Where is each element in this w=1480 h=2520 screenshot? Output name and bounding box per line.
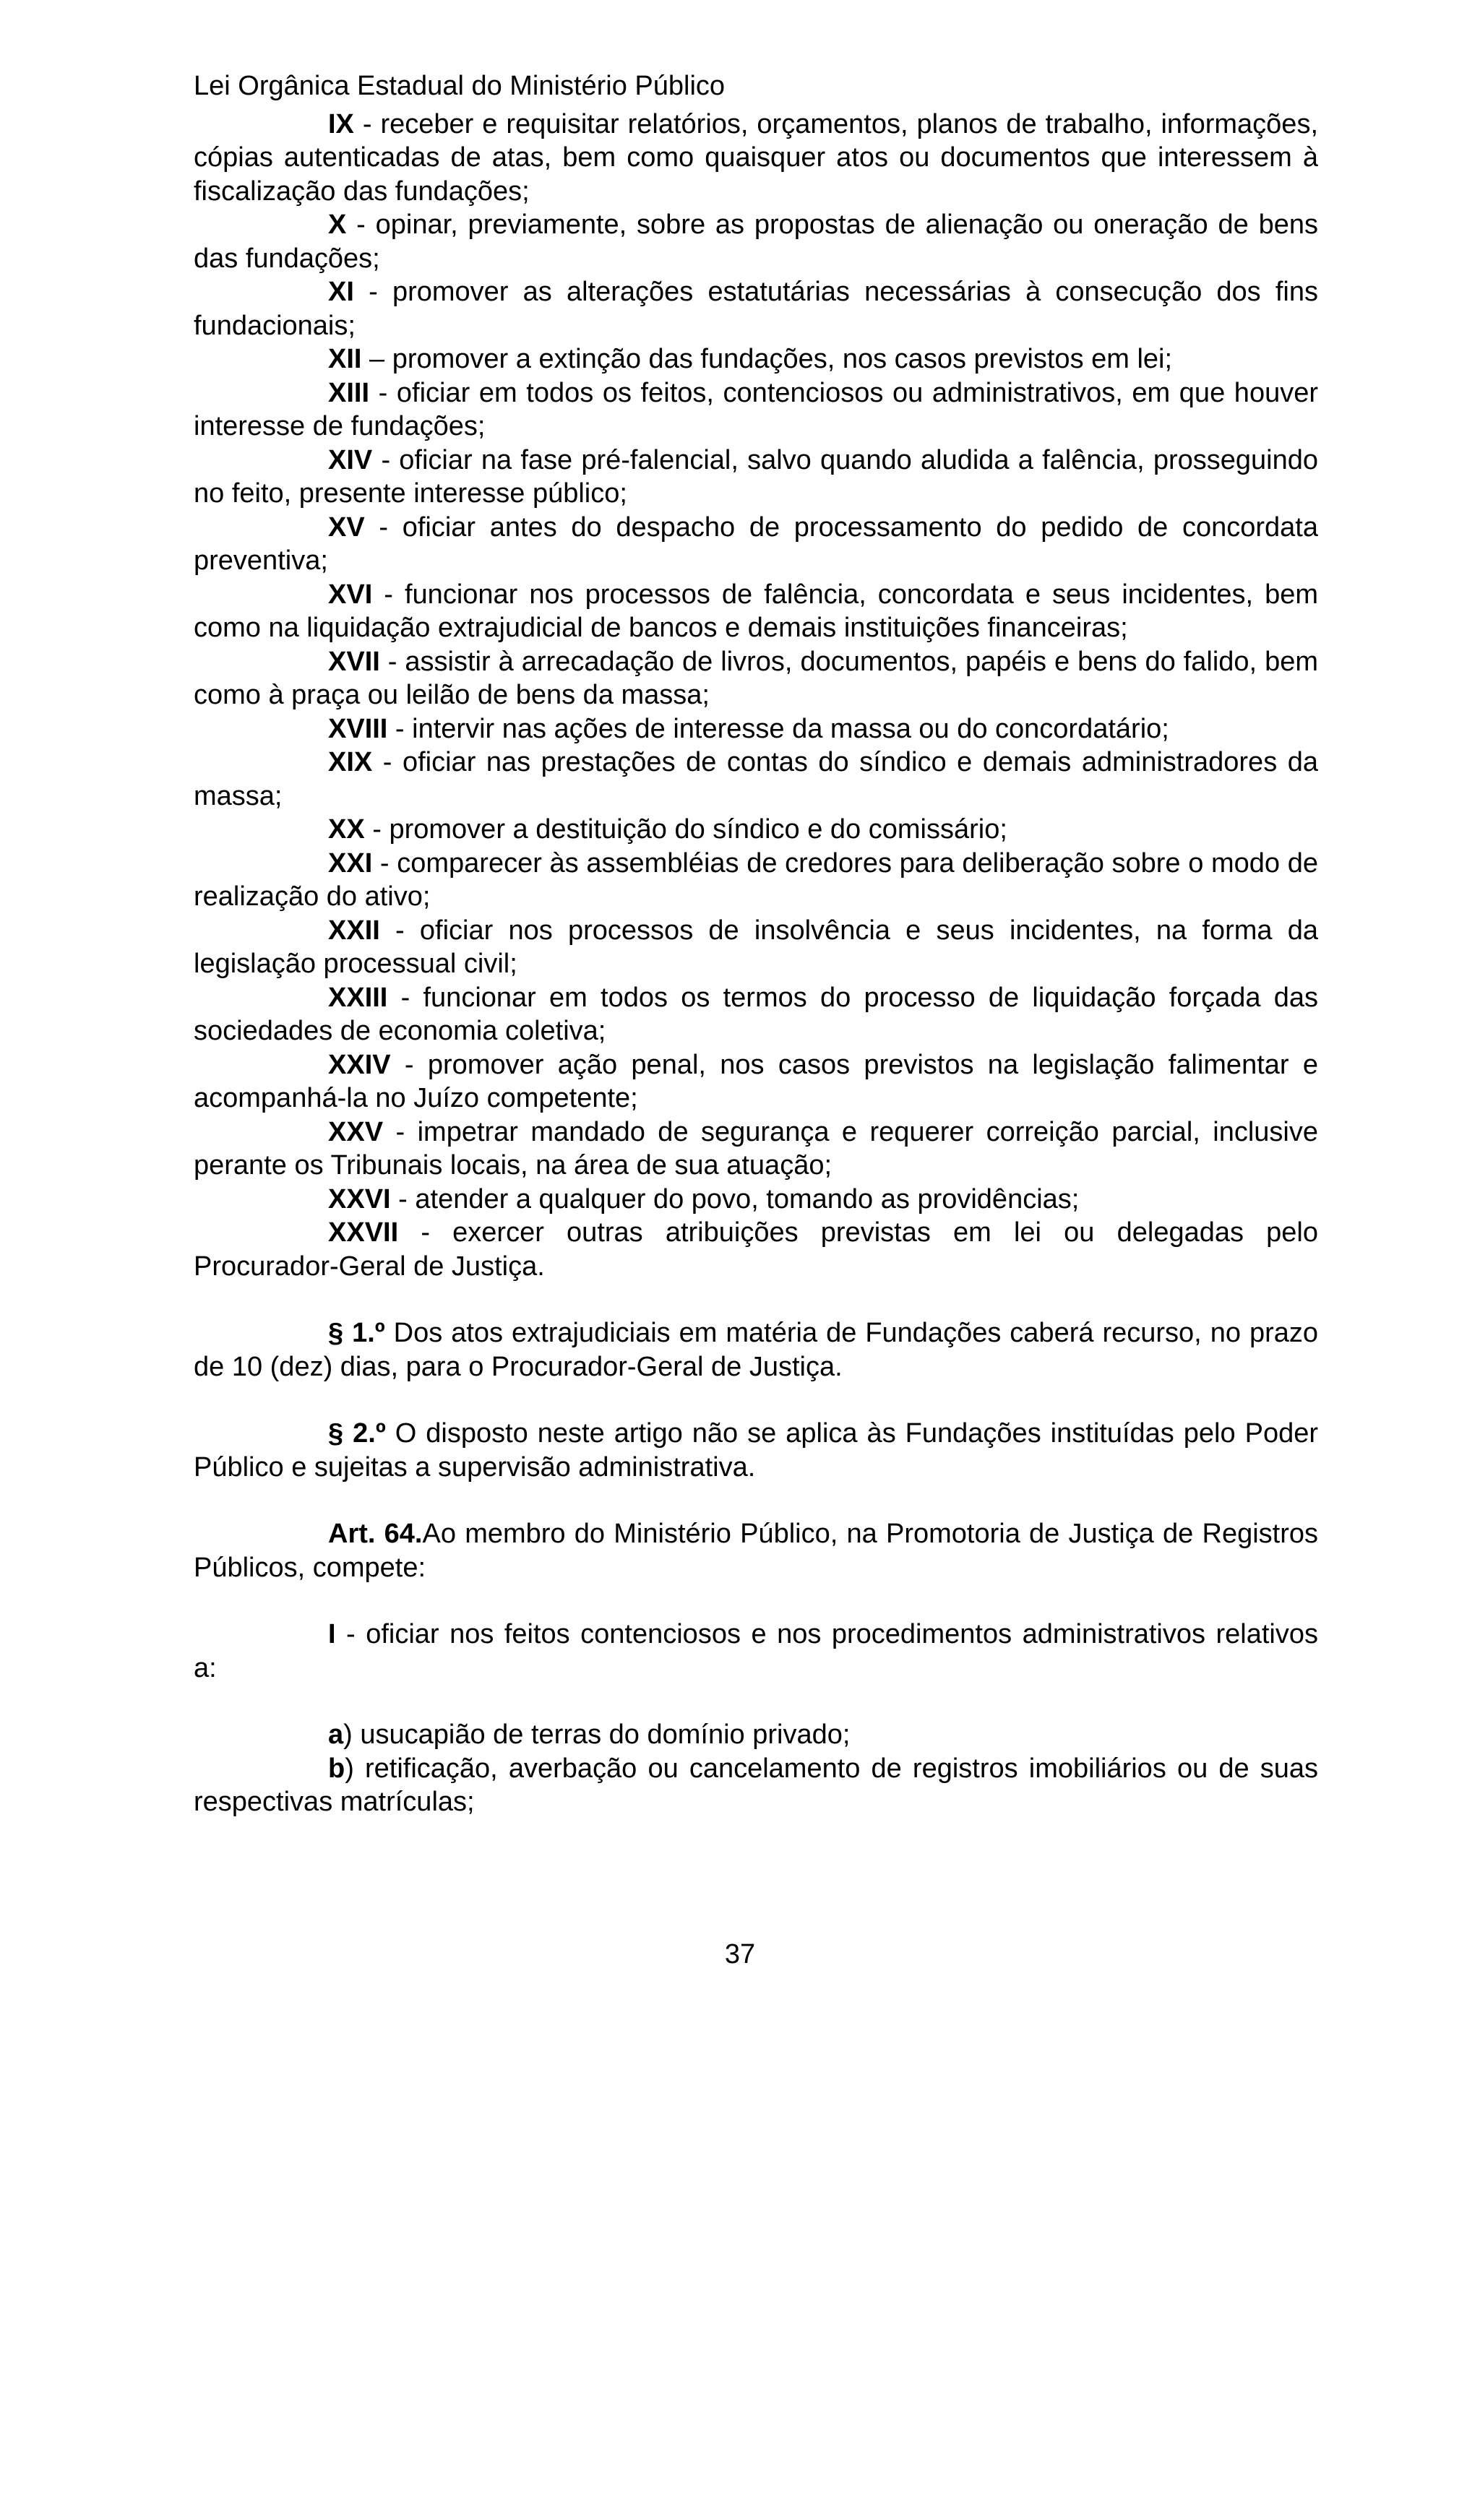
item-xi xyxy=(194,275,1318,342)
item-text: – promover a extinção das fundações, nos casos previstos em lei; xyxy=(361,344,1173,374)
item-xii xyxy=(194,342,1318,376)
item-xxii xyxy=(194,914,1318,981)
paragraph-text: O disposto neste artigo não se aplica às Fundações instituídas pelo Poder Público e sujeitas a supervisão administrativa. xyxy=(194,1418,1319,1483)
subitem-text: ) retificação, averbação ou cancelamento de registros imobiliários ou de suas respectivas matrículas; xyxy=(194,1753,1318,1817)
article-text: Ao membro do Ministério Público, na Promotoria de Justiça de Registros Públicos, compete: xyxy=(194,1519,1319,1583)
subitem-label: b xyxy=(328,1753,345,1784)
item-label: XXV xyxy=(328,1116,384,1147)
item-i xyxy=(194,1618,1318,1685)
item-xiv xyxy=(194,444,1318,511)
item-xx xyxy=(194,813,1318,847)
subitem-text: ) usucapião de terras do domínio privado; xyxy=(343,1719,851,1750)
item-xxvi xyxy=(194,1183,1318,1217)
item-xiii xyxy=(194,376,1318,444)
item-label: XXIV xyxy=(328,1049,391,1080)
item-label: XVII xyxy=(328,646,380,677)
item-xxv xyxy=(194,1116,1318,1183)
item-xxiii xyxy=(194,981,1318,1048)
item-label: XVI xyxy=(328,579,373,610)
page-number: 37 xyxy=(724,1939,756,1969)
item-text: - oficiar na fase pré-falencial, salvo quando aludida a falência, prosseguindo no feito, presente interesse público; xyxy=(194,444,1318,509)
item-text: - oficiar nos feitos contenciosos e nos procedimentos administrativos relativos a: xyxy=(194,1619,1318,1683)
item-text: - oficiar em todos os feitos, contenciosos ou administrativos, em que houver interesse de fundações; xyxy=(194,377,1318,441)
subitem-label: a xyxy=(328,1719,344,1750)
paragraph-label: § 1.º xyxy=(328,1318,385,1348)
item-text: - oficiar nas prestações de contas do síndico e demais administradores da massa; xyxy=(194,747,1318,811)
item-xv xyxy=(194,511,1318,578)
item-label: I xyxy=(328,1619,336,1649)
item-text: - opinar, previamente, sobre as propostas de alienação ou oneração de bens das fundações; xyxy=(194,210,1318,274)
item-label: XIII xyxy=(328,377,370,408)
item-text: - impetrar mandado de segurança e requerer correição parcial, inclusive perante os Tribunais locais, na área de sua atuação; xyxy=(194,1116,1318,1181)
item-xxvii xyxy=(194,1216,1318,1283)
item-label: XX xyxy=(328,814,365,845)
item-xvii xyxy=(194,645,1318,712)
item-label: XIV xyxy=(328,444,373,475)
item-label: XXVII xyxy=(328,1217,399,1248)
item-xix xyxy=(194,746,1318,813)
item-label: XI xyxy=(328,277,354,307)
item-text: - assistir à arrecadação de livros, documentos, papéis e bens do falido, bem como à praça ou leilão de bens da massa; xyxy=(194,646,1318,710)
subitem-a xyxy=(194,1718,1318,1752)
document-page xyxy=(194,69,1318,1819)
paragraph-text: Dos atos extrajudiciais em matéria de Fundações caberá recurso, no prazo de 10 (dez) dias, para o Procurador-Geral de Justiça. xyxy=(194,1318,1319,1382)
item-ix xyxy=(194,108,1318,209)
item-text: - promover a destituição do síndico e do comissário; xyxy=(364,814,1007,845)
item-text: - funcionar em todos os termos do processo de liquidação forçada das sociedades de economia coletiva; xyxy=(194,982,1318,1046)
item-label: XII xyxy=(328,344,362,374)
paragraph-2 xyxy=(194,1417,1318,1484)
item-label: XXIII xyxy=(328,982,388,1013)
item-text: - funcionar nos processos de falência, concordata e seus incidentes, bem como na liquidação extrajudicial de bancos e demais instituições financeiras; xyxy=(194,579,1318,643)
running-header: Lei Orgânica Estadual do Ministério Público xyxy=(194,71,726,101)
paragraph-1 xyxy=(194,1316,1318,1384)
item-text: - oficiar antes do despacho de processamento do pedido de concordata preventiva; xyxy=(194,512,1318,576)
item-label: XXII xyxy=(328,915,380,946)
item-text: - intervir nas ações de interesse da massa ou do concordatário; xyxy=(387,713,1169,744)
paragraph-label: § 2.º xyxy=(328,1418,386,1449)
item-label: XVIII xyxy=(328,713,388,744)
item-label: X xyxy=(328,210,347,240)
item-xviii xyxy=(194,712,1318,746)
item-label: XIX xyxy=(328,747,373,777)
item-label: XXI xyxy=(328,847,373,879)
item-text: - receber e requisitar relatórios, orçamentos, planos de trabalho, informações, cópias autenticadas de atas, bem como quaisquer atos ou documentos que interessem à fiscalização das fundações; xyxy=(194,108,1318,207)
article-label: Art. 64. xyxy=(328,1519,423,1549)
item-label: XXVI xyxy=(328,1183,391,1214)
item-label: XV xyxy=(328,512,365,543)
item-x xyxy=(194,208,1318,275)
item-xvi xyxy=(194,578,1318,645)
item-text: - promover as alterações estatutárias necessárias à consecução dos fins fundacionais; xyxy=(194,277,1318,341)
item-label: IX xyxy=(328,108,354,139)
item-text: - atender a qualquer do povo, tomando as providências; xyxy=(390,1183,1080,1214)
item-text: - exercer outras atribuições previstas em lei ou delegadas pelo Procurador-Geral de Justiça. xyxy=(194,1217,1318,1282)
subitem-b xyxy=(194,1752,1318,1819)
article-64 xyxy=(194,1517,1318,1584)
item-text: - oficiar nos processos de insolvência e seus incidentes, na forma da legislação processual civil; xyxy=(194,915,1318,979)
item-xxi xyxy=(194,847,1318,914)
item-text: - comparecer às assembléias de credores para deliberação sobre o modo de realização do ativo; xyxy=(194,847,1318,912)
item-text: - promover ação penal, nos casos previstos na legislação falimentar e acompanhá-la no Juízo competente; xyxy=(194,1049,1318,1113)
item-xxiv xyxy=(194,1048,1318,1116)
